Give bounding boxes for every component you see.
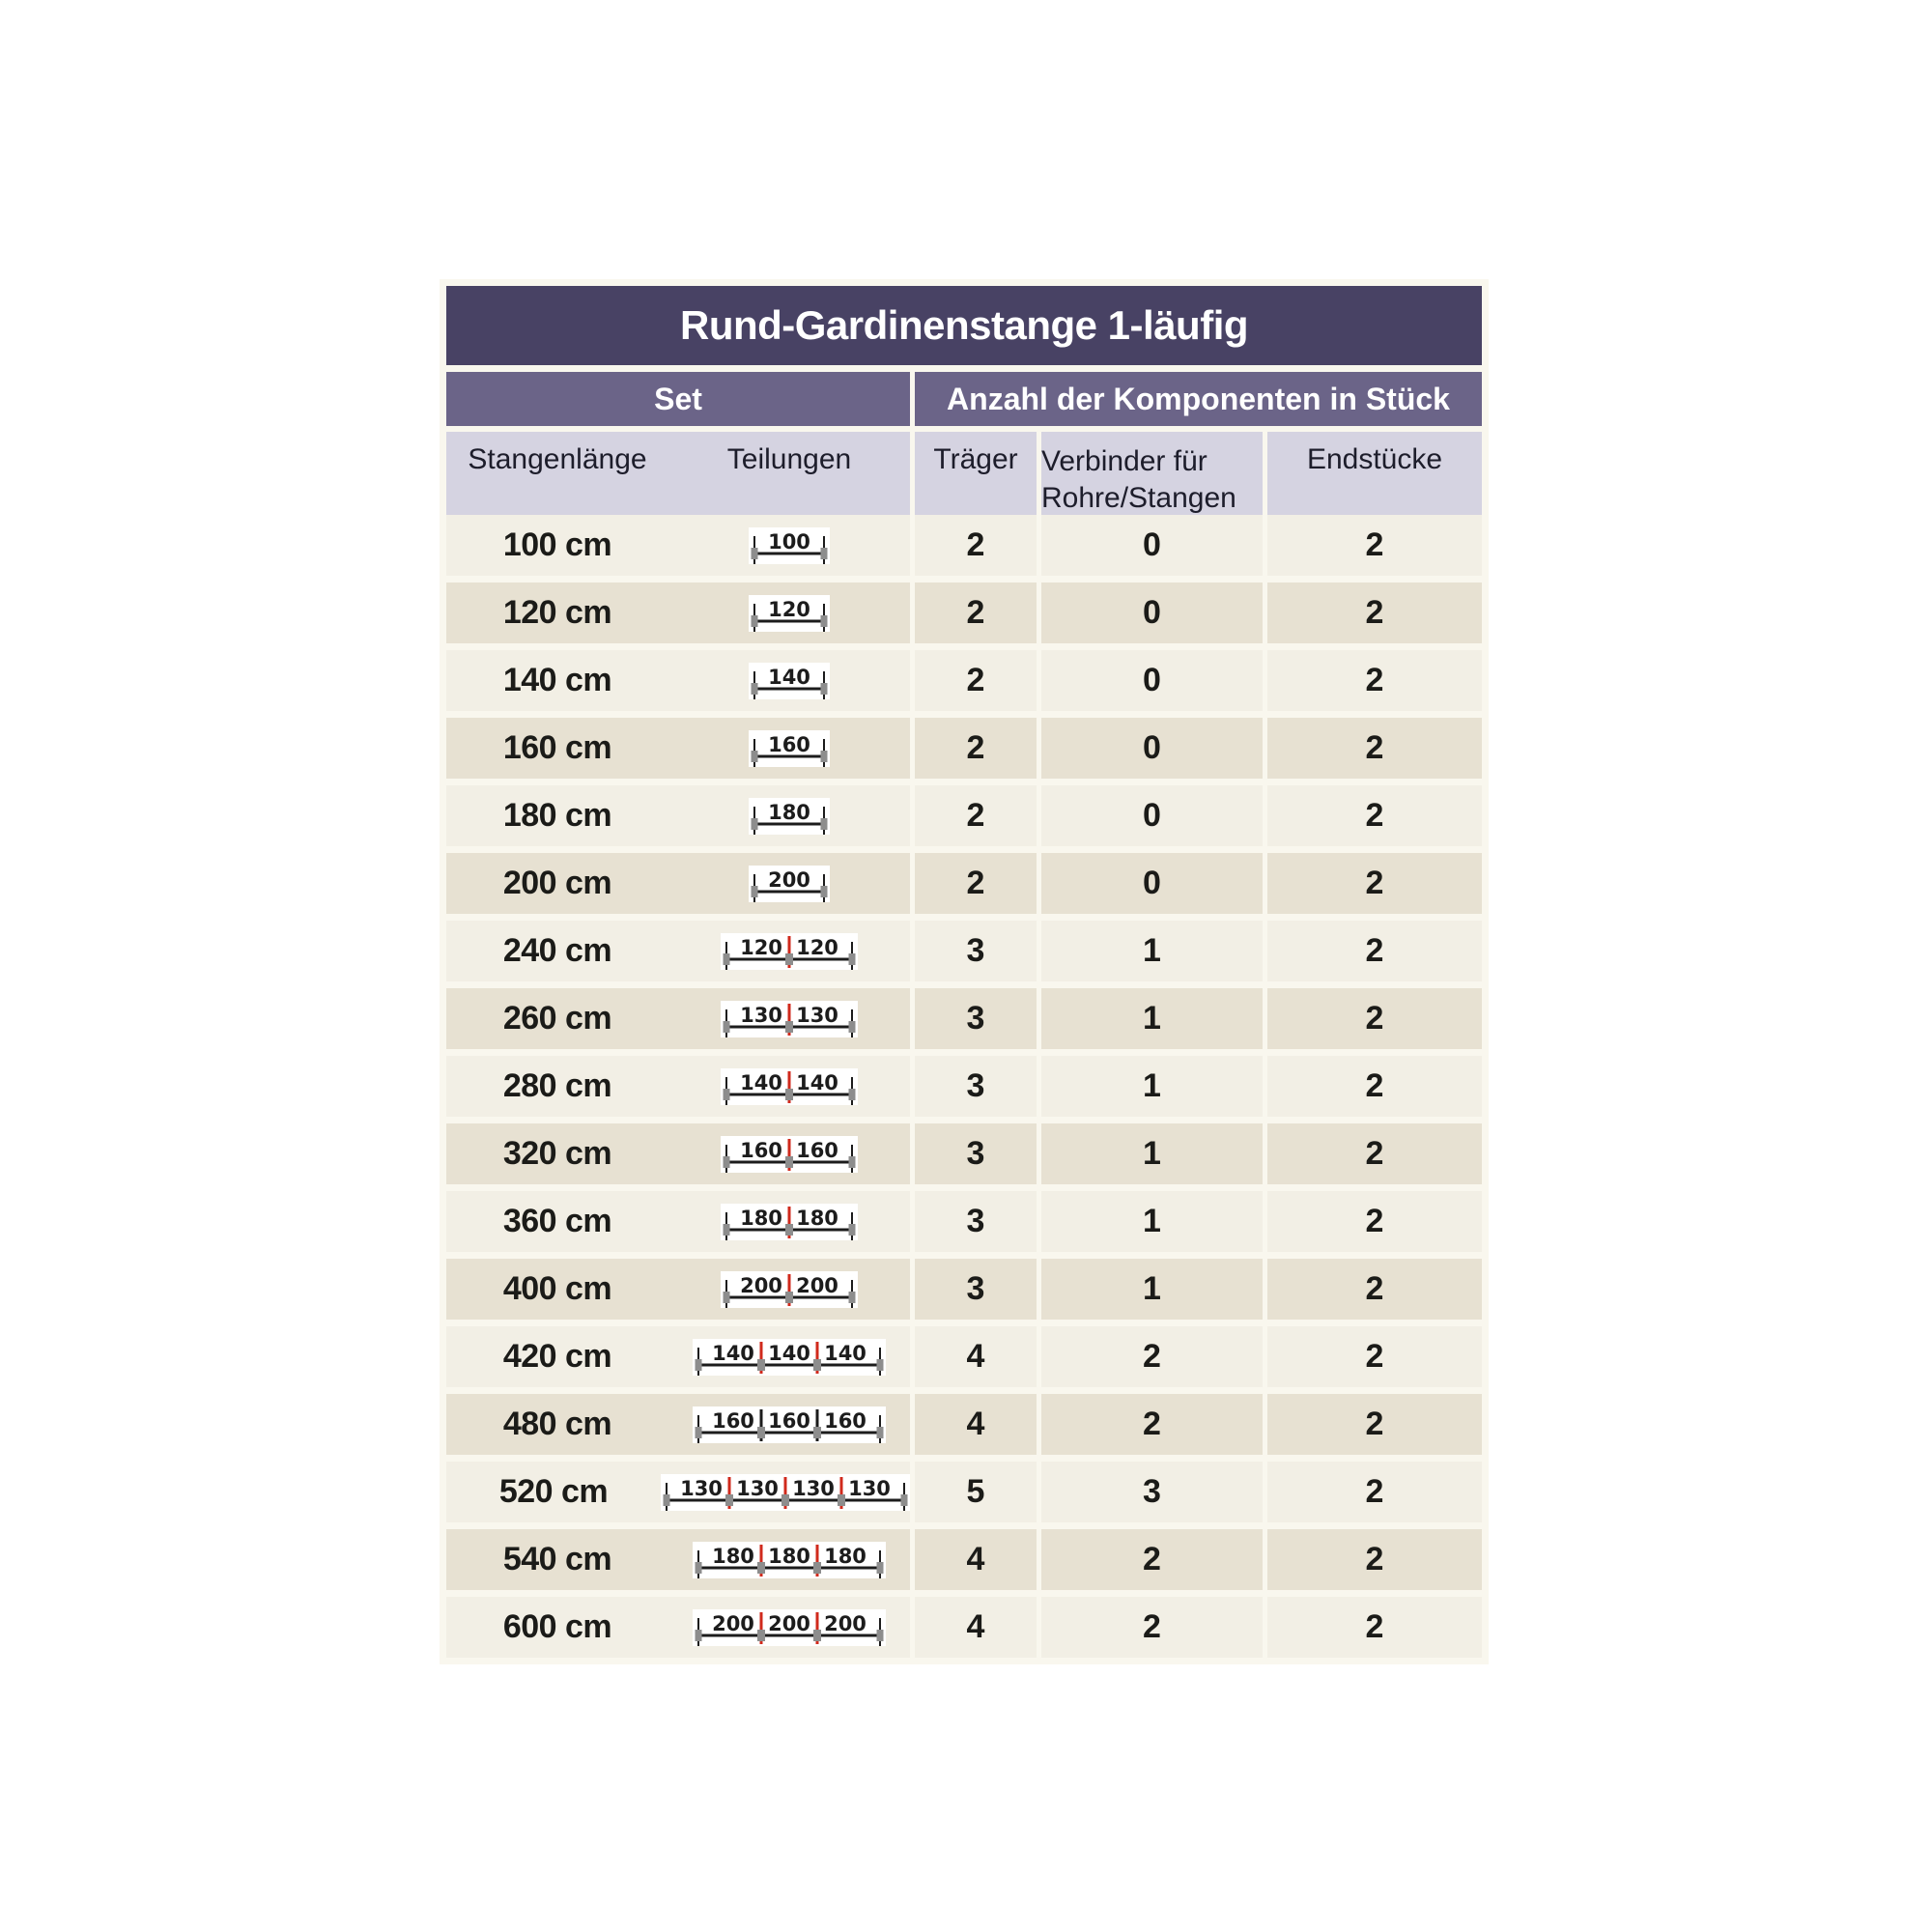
svg-text:140: 140 bbox=[712, 1341, 754, 1365]
section-header-set: Set bbox=[446, 372, 910, 426]
verbinder-count: 1 bbox=[1041, 921, 1263, 981]
rod-division-diagram-icon bbox=[668, 933, 910, 970]
verbinder-count: 0 bbox=[1041, 853, 1263, 914]
verbinder-count: 0 bbox=[1041, 785, 1263, 846]
verbinder-count: 2 bbox=[1041, 1326, 1263, 1387]
traeger-count: 2 bbox=[915, 853, 1037, 914]
column-header-teilungen: Teilungen bbox=[726, 443, 852, 475]
set-cell bbox=[446, 1529, 910, 1590]
svg-text:180: 180 bbox=[712, 1544, 754, 1568]
rod-length-label: 180 cm bbox=[502, 797, 612, 834]
section-header-row bbox=[446, 372, 1482, 426]
table-row bbox=[446, 785, 1482, 846]
traeger-count: 4 bbox=[915, 1326, 1037, 1387]
table-body bbox=[446, 515, 1482, 1658]
endstuecke-count: 2 bbox=[1267, 718, 1482, 779]
endstuecke-count: 2 bbox=[1267, 1326, 1482, 1387]
svg-text:140: 140 bbox=[768, 665, 810, 689]
rod-length-label: 160 cm bbox=[502, 729, 612, 766]
rod-division-diagram-icon bbox=[668, 1136, 910, 1173]
set-cell bbox=[446, 1326, 910, 1387]
table-row bbox=[446, 1326, 1482, 1387]
endstuecke-count: 2 bbox=[1267, 1123, 1482, 1184]
rod-length-label: 280 cm bbox=[502, 1067, 612, 1104]
traeger-count: 2 bbox=[915, 582, 1037, 643]
table-row bbox=[446, 1191, 1482, 1252]
traeger-count: 2 bbox=[915, 785, 1037, 846]
set-cell bbox=[446, 988, 910, 1049]
svg-text:100: 100 bbox=[768, 529, 810, 554]
svg-text:130: 130 bbox=[796, 1003, 838, 1027]
set-cell bbox=[446, 650, 910, 711]
set-cell bbox=[446, 1597, 910, 1658]
svg-text:160: 160 bbox=[768, 1408, 810, 1433]
rod-division-diagram-icon bbox=[668, 1542, 910, 1578]
endstuecke-count: 2 bbox=[1267, 1056, 1482, 1117]
rod-division-diagram-icon bbox=[668, 1339, 910, 1376]
traeger-count: 3 bbox=[915, 988, 1037, 1049]
endstuecke-count: 2 bbox=[1267, 1529, 1482, 1590]
traeger-count: 4 bbox=[915, 1394, 1037, 1455]
table-row bbox=[446, 582, 1482, 643]
endstuecke-count: 2 bbox=[1267, 515, 1482, 576]
set-cell bbox=[446, 853, 910, 914]
rod-length-label: 600 cm bbox=[502, 1608, 612, 1645]
svg-text:130: 130 bbox=[680, 1476, 723, 1500]
traeger-count: 3 bbox=[915, 921, 1037, 981]
column-header-verbinder-line2: Rohre/Stangen bbox=[1041, 481, 1236, 514]
verbinder-count: 1 bbox=[1041, 1056, 1263, 1117]
set-cell bbox=[446, 1462, 910, 1522]
svg-text:120: 120 bbox=[796, 935, 838, 959]
endstuecke-count: 2 bbox=[1267, 1462, 1482, 1522]
rod-length-label: 320 cm bbox=[502, 1135, 612, 1172]
svg-text:200: 200 bbox=[824, 1611, 867, 1635]
endstuecke-count: 2 bbox=[1267, 1394, 1482, 1455]
table-title: Rund-Gardinenstange 1-läufig bbox=[679, 302, 1249, 348]
rod-division-diagram-icon bbox=[668, 1001, 910, 1037]
verbinder-count: 2 bbox=[1041, 1529, 1263, 1590]
table-row bbox=[446, 1056, 1482, 1117]
verbinder-count: 0 bbox=[1041, 718, 1263, 779]
set-cell bbox=[446, 1259, 910, 1320]
endstuecke-count: 2 bbox=[1267, 785, 1482, 846]
set-cell bbox=[446, 1394, 910, 1455]
svg-text:120: 120 bbox=[768, 597, 810, 621]
svg-text:180: 180 bbox=[796, 1206, 838, 1230]
rod-length-label: 260 cm bbox=[502, 1000, 612, 1037]
svg-text:160: 160 bbox=[824, 1408, 867, 1433]
rod-division-diagram-icon bbox=[668, 866, 910, 902]
table-row bbox=[446, 650, 1482, 711]
svg-text:140: 140 bbox=[740, 1070, 782, 1094]
table-row bbox=[446, 1123, 1482, 1184]
rod-length-label: 360 cm bbox=[502, 1203, 612, 1239]
rod-division-diagram-icon bbox=[668, 1406, 910, 1443]
set-cell bbox=[446, 1056, 910, 1117]
verbinder-count: 2 bbox=[1041, 1394, 1263, 1455]
rod-length-label: 200 cm bbox=[502, 865, 612, 901]
svg-text:200: 200 bbox=[712, 1611, 754, 1635]
verbinder-count: 1 bbox=[1041, 1123, 1263, 1184]
verbinder-count: 1 bbox=[1041, 988, 1263, 1049]
curtain-rod-spec-table bbox=[440, 279, 1489, 1664]
set-cell bbox=[446, 1191, 910, 1252]
table-row bbox=[446, 921, 1482, 981]
set-cell bbox=[446, 718, 910, 779]
rod-length-label: 100 cm bbox=[502, 526, 612, 563]
rod-division-diagram-icon bbox=[668, 1609, 910, 1646]
rod-division-diagram-icon bbox=[668, 1204, 910, 1240]
rod-length-label: 480 cm bbox=[502, 1406, 612, 1442]
traeger-count: 2 bbox=[915, 515, 1037, 576]
table-row bbox=[446, 988, 1482, 1049]
svg-text:180: 180 bbox=[768, 800, 810, 824]
svg-text:180: 180 bbox=[824, 1544, 867, 1568]
traeger-count: 5 bbox=[915, 1462, 1037, 1522]
svg-text:130: 130 bbox=[740, 1003, 782, 1027]
verbinder-count: 2 bbox=[1041, 1597, 1263, 1658]
table-row bbox=[446, 1462, 1482, 1522]
svg-text:200: 200 bbox=[768, 1611, 810, 1635]
endstuecke-count: 2 bbox=[1267, 650, 1482, 711]
set-cell bbox=[446, 785, 910, 846]
table-row bbox=[446, 1259, 1482, 1320]
column-header-verbinder-line1: Verbinder für bbox=[1041, 445, 1208, 477]
verbinder-count: 1 bbox=[1041, 1191, 1263, 1252]
rod-division-diagram-icon bbox=[668, 1068, 910, 1105]
endstuecke-count: 2 bbox=[1267, 853, 1482, 914]
endstuecke-count: 2 bbox=[1267, 582, 1482, 643]
traeger-count: 2 bbox=[915, 650, 1037, 711]
set-cell bbox=[446, 515, 910, 576]
verbinder-count: 0 bbox=[1041, 650, 1263, 711]
endstuecke-count: 2 bbox=[1267, 988, 1482, 1049]
svg-text:130: 130 bbox=[792, 1476, 835, 1500]
rod-division-diagram-icon bbox=[668, 527, 910, 564]
svg-text:120: 120 bbox=[740, 935, 782, 959]
traeger-count: 4 bbox=[915, 1597, 1037, 1658]
table-title-bar bbox=[446, 286, 1482, 365]
set-cell bbox=[446, 582, 910, 643]
svg-text:160: 160 bbox=[712, 1408, 754, 1433]
set-cell bbox=[446, 921, 910, 981]
column-header-stangenlaenge: Stangenlänge bbox=[468, 443, 647, 475]
traeger-count: 3 bbox=[915, 1123, 1037, 1184]
svg-text:160: 160 bbox=[796, 1138, 838, 1162]
rod-division-diagram-icon bbox=[668, 595, 910, 632]
endstuecke-count: 2 bbox=[1267, 1191, 1482, 1252]
section-header-components: Anzahl der Komponenten in Stück bbox=[915, 372, 1482, 426]
rod-length-label: 520 cm bbox=[498, 1473, 609, 1510]
rod-division-diagram-icon bbox=[668, 1271, 910, 1308]
column-header-traeger: Träger bbox=[915, 432, 1037, 516]
svg-text:140: 140 bbox=[824, 1341, 867, 1365]
column-header-row bbox=[446, 432, 1482, 514]
rod-length-label: 540 cm bbox=[502, 1541, 612, 1577]
rod-length-label: 240 cm bbox=[502, 932, 612, 969]
table-row bbox=[446, 1394, 1482, 1455]
rod-division-diagram-icon bbox=[661, 1474, 910, 1511]
verbinder-count: 3 bbox=[1041, 1462, 1263, 1522]
table-row bbox=[446, 1529, 1482, 1590]
svg-text:140: 140 bbox=[768, 1341, 810, 1365]
endstuecke-count: 2 bbox=[1267, 1597, 1482, 1658]
rod-division-diagram-icon bbox=[668, 663, 910, 699]
verbinder-count: 0 bbox=[1041, 515, 1263, 576]
rod-division-diagram-icon bbox=[668, 730, 910, 767]
rod-length-label: 400 cm bbox=[502, 1270, 612, 1307]
svg-text:130: 130 bbox=[848, 1476, 891, 1500]
table-row bbox=[446, 718, 1482, 779]
traeger-count: 3 bbox=[915, 1191, 1037, 1252]
svg-text:200: 200 bbox=[740, 1273, 782, 1297]
endstuecke-count: 2 bbox=[1267, 1259, 1482, 1320]
column-header-verbinder bbox=[1041, 432, 1263, 516]
svg-text:160: 160 bbox=[768, 732, 810, 756]
svg-text:200: 200 bbox=[768, 867, 810, 892]
svg-text:160: 160 bbox=[740, 1138, 782, 1162]
set-cell bbox=[446, 1123, 910, 1184]
table-row bbox=[446, 853, 1482, 914]
column-header-set-group bbox=[446, 432, 910, 516]
rod-length-label: 420 cm bbox=[502, 1338, 612, 1375]
table-row bbox=[446, 1597, 1482, 1658]
svg-text:130: 130 bbox=[736, 1476, 779, 1500]
verbinder-count: 1 bbox=[1041, 1259, 1263, 1320]
traeger-count: 2 bbox=[915, 718, 1037, 779]
rod-division-diagram-icon bbox=[668, 798, 910, 835]
table-row bbox=[446, 515, 1482, 576]
traeger-count: 3 bbox=[915, 1259, 1037, 1320]
traeger-count: 3 bbox=[915, 1056, 1037, 1117]
rod-length-label: 140 cm bbox=[502, 662, 612, 698]
rod-length-label: 120 cm bbox=[502, 594, 612, 631]
traeger-count: 4 bbox=[915, 1529, 1037, 1590]
svg-text:180: 180 bbox=[740, 1206, 782, 1230]
verbinder-count: 0 bbox=[1041, 582, 1263, 643]
endstuecke-count: 2 bbox=[1267, 921, 1482, 981]
svg-text:180: 180 bbox=[768, 1544, 810, 1568]
column-header-endstuecke: Endstücke bbox=[1267, 432, 1482, 516]
svg-text:200: 200 bbox=[796, 1273, 838, 1297]
svg-text:140: 140 bbox=[796, 1070, 838, 1094]
